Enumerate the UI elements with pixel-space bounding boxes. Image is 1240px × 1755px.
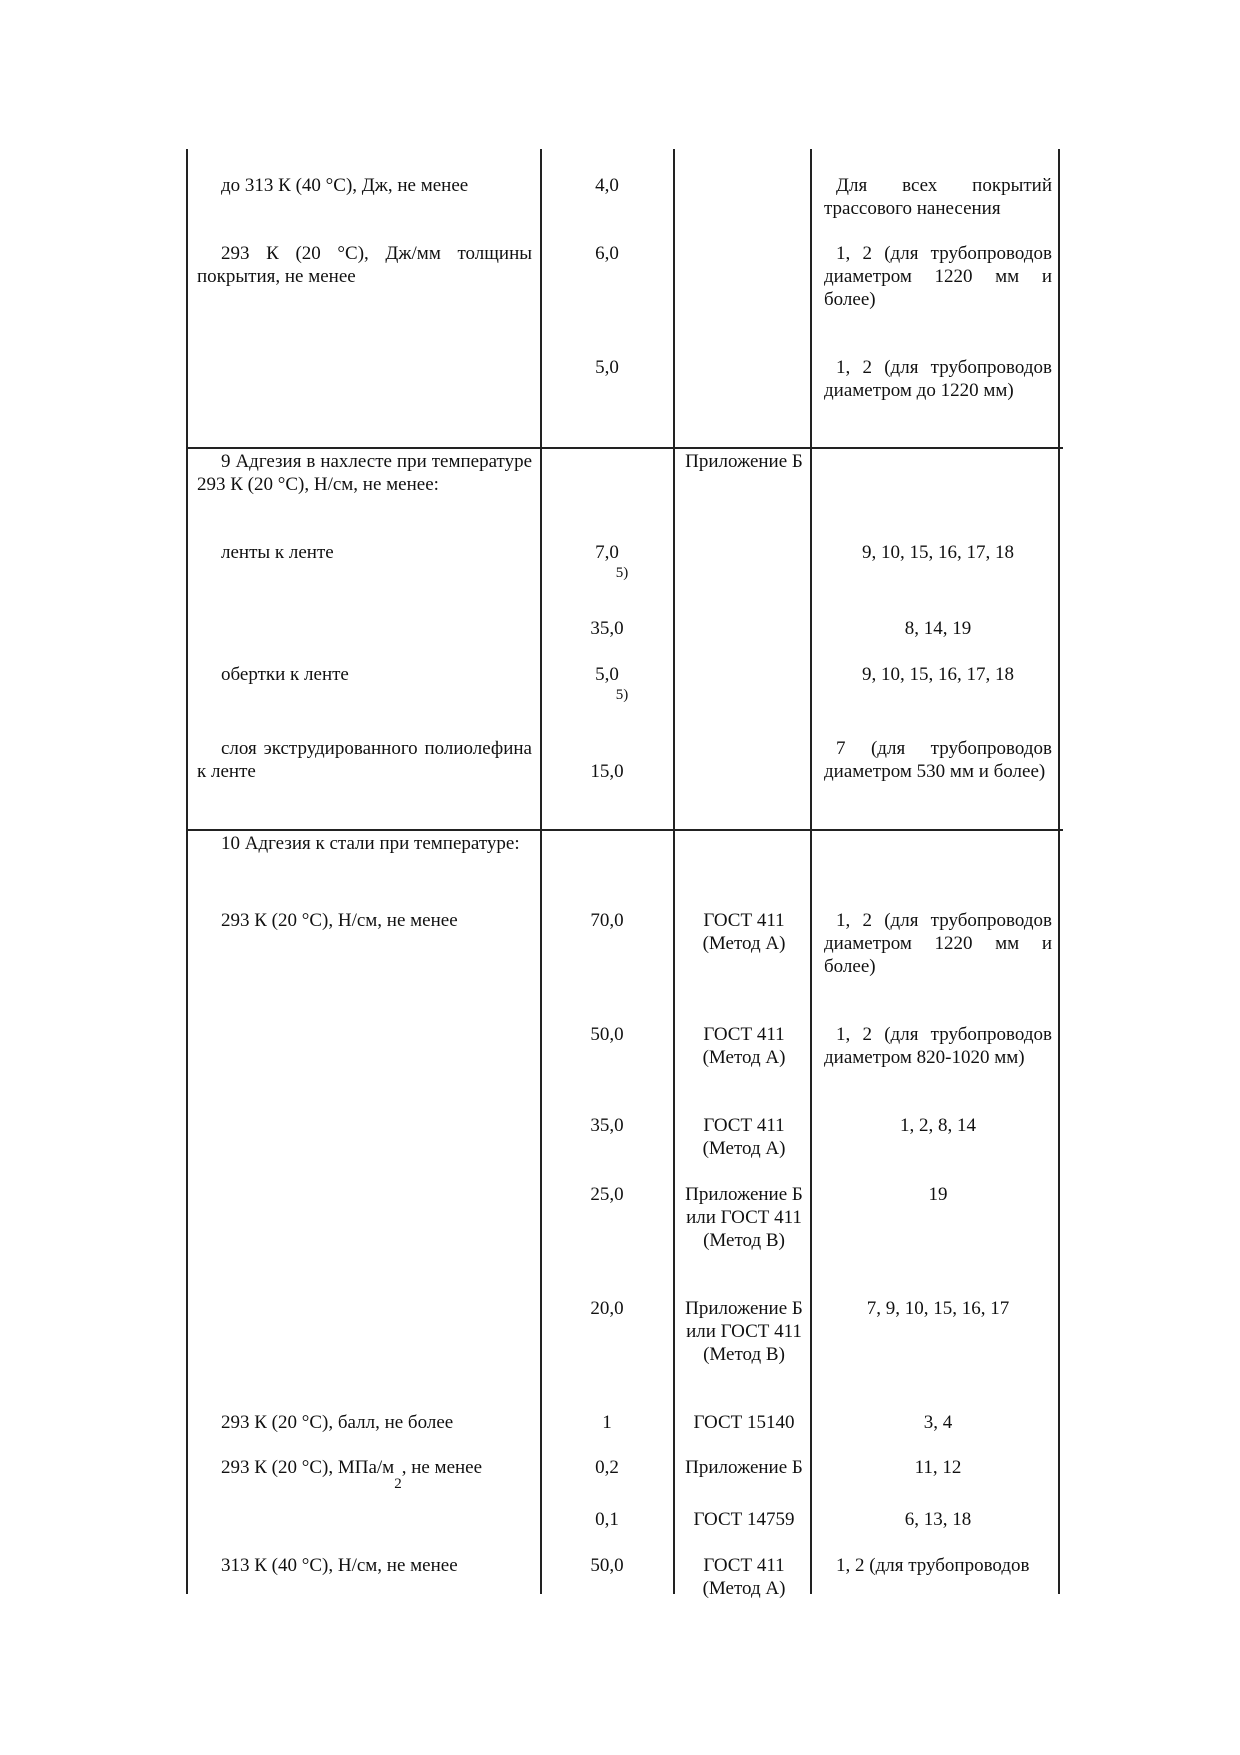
table-cell-value: 25,0: [590, 1184, 624, 1205]
table-cell-parameter: обертки к ленте: [221, 664, 349, 685]
table-cell-coating-type: 1, 2 (для трубопроводов диаметром 1220 мм и более): [824, 243, 1052, 310]
table-cell-value: 1: [602, 1412, 612, 1433]
table-cell-coating-type: 1, 2 (для трубопроводов: [836, 1555, 1030, 1576]
table-cell-parameter: 293 К (20 °С), балл, не более: [221, 1412, 454, 1433]
table-cell-coating-type: 1, 2 (для трубопроводов диаметром 820-1020 мм): [824, 1024, 1052, 1068]
table-cell-test-method: ГОСТ 411 (Метод А): [702, 910, 786, 954]
footnote-marker: 5): [615, 687, 629, 703]
table-cell-value: 15,0: [590, 761, 624, 782]
table-cell-value: 5,0: [595, 357, 619, 378]
table-cell-parameter: 9 Адгезия в нахлесте при температуре 293 К (20 °С), Н/см, не менее:: [197, 451, 532, 495]
parameter-text: 293 К (20 °С), МПа/м: [221, 1457, 395, 1478]
value-text: 7,0: [595, 542, 619, 563]
superscript-exponent: 2: [394, 1476, 402, 1492]
table-cell-value: 20,0: [590, 1298, 624, 1319]
table-cell-parameter: до 313 К (40 °С), Дж, не менее: [221, 175, 469, 196]
table-cell-coating-type: 9, 10, 15, 16, 17, 18: [862, 664, 1014, 685]
table-cell-test-method: ГОСТ 15140: [693, 1412, 795, 1433]
table-cell-value: 35,0: [590, 1115, 624, 1136]
table-cell-value: [550, 541, 664, 582]
table-cell-parameter: 293 К (20 °С), Н/см, не менее: [221, 910, 458, 931]
table-cell-test-method: Приложение Б или ГОСТ 411 (Метод В): [685, 1184, 803, 1251]
table-cell-coating-type: 8, 14, 19: [904, 618, 972, 639]
table-border-right: [1058, 149, 1060, 1594]
table-cell-value: 50,0: [590, 1024, 624, 1045]
table-cell-value: 0,1: [595, 1509, 619, 1530]
table-cell-test-method: ГОСТ 411 (Метод А): [702, 1555, 786, 1599]
footnote-marker: 5): [615, 565, 629, 581]
table-cell-coating-type: 1, 2 (для трубопроводов диаметром 1220 мм и более): [824, 910, 1052, 977]
table-cell-value: 50,0: [590, 1555, 624, 1576]
table-cell-coating-type: 19: [928, 1184, 948, 1205]
table-cell-coating-type: 7 (для трубопроводов диаметром 530 мм и более): [824, 738, 1052, 782]
table-cell-parameter: 10 Адгезия к стали при температуре:: [221, 833, 520, 854]
table-cell-test-method: Приложение Б: [685, 1457, 803, 1478]
table-cell-coating-type: 9, 10, 15, 16, 17, 18: [862, 542, 1014, 563]
row-divider: [187, 829, 1063, 831]
table-cell-parameter: ленты к ленте: [221, 542, 334, 563]
table-cell-test-method: Приложение Б: [685, 451, 803, 472]
table-cell-coating-type: Для всех покрытий трассового нанесения: [824, 175, 1052, 219]
table-cell-value: [550, 663, 664, 704]
table-border-col2: [540, 149, 542, 1594]
table-cell-coating-type: 11, 12: [914, 1457, 962, 1478]
table-cell-coating-type: 6, 13, 18: [904, 1509, 972, 1530]
table-cell-value: 70,0: [590, 910, 624, 931]
table-border-left: [186, 149, 188, 1594]
table-cell-coating-type: 3, 4: [923, 1412, 953, 1433]
table-cell-value: 35,0: [590, 618, 624, 639]
table-cell-parameter: [197, 1456, 532, 1492]
table-cell-test-method: ГОСТ 411 (Метод А): [702, 1024, 786, 1068]
table-cell-value: 0,2: [595, 1457, 619, 1478]
table-cell-parameter: 293 К (20 °С), Дж/мм толщины покрытия, не менее: [197, 243, 532, 287]
value-text: 5,0: [595, 664, 619, 685]
table-border-col3: [673, 149, 675, 1594]
parameter-text-suffix: , не менее: [401, 1457, 483, 1478]
row-divider: [187, 447, 1063, 449]
table-cell-parameter: слоя экструдированного полиолефина к ленте: [197, 738, 532, 782]
table-cell-coating-type: 1, 2, 8, 14: [900, 1115, 976, 1136]
table-cell-coating-type: 7, 9, 10, 15, 16, 17: [866, 1298, 1010, 1319]
table-cell-test-method: Приложение Б или ГОСТ 411 (Метод В): [685, 1298, 803, 1365]
table-cell-value: 6,0: [595, 243, 619, 264]
table-cell-test-method: ГОСТ 411 (Метод А): [702, 1115, 786, 1159]
table-cell-value: 4,0: [595, 175, 619, 196]
table-cell-test-method: ГОСТ 14759: [693, 1509, 795, 1530]
table-cell-parameter: 313 К (40 °С), Н/см, не менее: [221, 1555, 458, 1576]
table-border-col4: [810, 149, 812, 1594]
table-cell-coating-type: 1, 2 (для трубопроводов диаметром до 1220 мм): [824, 357, 1052, 401]
